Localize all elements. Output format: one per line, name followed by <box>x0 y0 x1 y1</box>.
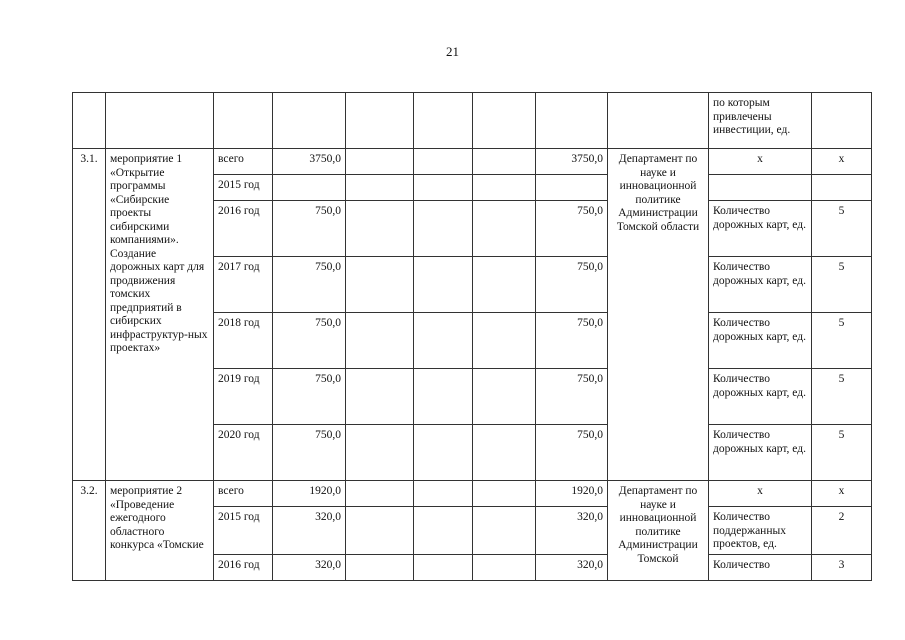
indicator-cell: Количество поддержанных проектов, ед. <box>709 507 812 555</box>
value-cell: х <box>812 149 872 175</box>
year-cell: 2017 год <box>214 257 273 313</box>
cell-empty <box>414 507 473 555</box>
total-cell: 750,0 <box>273 425 346 481</box>
value-cell: 3 <box>812 555 872 581</box>
cell-empty <box>473 555 536 581</box>
source-cell: 750,0 <box>536 257 608 313</box>
cell-empty <box>414 201 473 257</box>
total-cell: 750,0 <box>273 369 346 425</box>
indicator-cell: х <box>709 149 812 175</box>
cell-empty <box>473 175 536 201</box>
cell-empty <box>414 149 473 175</box>
cell-empty <box>473 507 536 555</box>
section-title: мероприятие 2 «Проведение ежегодного областного конкурса «Томские <box>106 481 214 581</box>
total-cell: 750,0 <box>273 313 346 369</box>
section-number: 3.1. <box>73 149 106 481</box>
source-cell: 750,0 <box>536 425 608 481</box>
source-cell <box>536 175 608 201</box>
program-table <box>72 92 872 581</box>
total-cell: 750,0 <box>273 257 346 313</box>
source-cell: 750,0 <box>536 201 608 257</box>
cell-empty <box>473 149 536 175</box>
year-cell: 2020 год <box>214 425 273 481</box>
year-cell: всего <box>214 149 273 175</box>
cell-empty <box>536 93 608 149</box>
department-cell: Департамент по науке и инновационной политике Администрации Томской <box>608 481 709 581</box>
page-number: 21 <box>446 44 459 59</box>
cell-empty <box>273 93 346 149</box>
cell-empty <box>473 93 536 149</box>
cell-empty <box>346 201 414 257</box>
source-cell: 320,0 <box>536 555 608 581</box>
cell-empty <box>414 369 473 425</box>
table-row-continuation <box>73 93 872 149</box>
cell-empty <box>346 507 414 555</box>
indicator-cell: Количество дорожных карт, ед. <box>709 313 812 369</box>
indicator-cell: х <box>709 481 812 507</box>
indicator-cell <box>709 175 812 201</box>
value-cell: х <box>812 481 872 507</box>
cell-empty <box>346 149 414 175</box>
cell-empty <box>414 313 473 369</box>
source-cell: 1920,0 <box>536 481 608 507</box>
source-cell: 3750,0 <box>536 149 608 175</box>
section-title: мероприятие 1 «Открытие программы «Сибирские проекты сибирскими компаниями». Создание дорожных карт для продвижения томских предприятий в сибирских инфраструктур-ных проектах» <box>106 149 214 481</box>
total-cell: 3750,0 <box>273 149 346 175</box>
cell-empty <box>214 93 273 149</box>
cell-empty <box>473 257 536 313</box>
cell-empty <box>414 481 473 507</box>
cell-empty <box>346 425 414 481</box>
total-cell: 1920,0 <box>273 481 346 507</box>
table-row <box>73 481 872 507</box>
indicator-cell: Количество дорожных карт, ед. <box>709 425 812 481</box>
cell-empty <box>346 313 414 369</box>
cell-empty <box>473 313 536 369</box>
cell-empty <box>346 93 414 149</box>
source-cell: 750,0 <box>536 369 608 425</box>
cell-empty <box>346 175 414 201</box>
year-cell: 2015 год <box>214 175 273 201</box>
year-cell: 2015 год <box>214 507 273 555</box>
total-cell: 320,0 <box>273 507 346 555</box>
year-cell: 2016 год <box>214 555 273 581</box>
value-cell: 5 <box>812 201 872 257</box>
year-cell: 2018 год <box>214 313 273 369</box>
cell-empty <box>73 93 106 149</box>
cell-empty <box>414 257 473 313</box>
department-cell: Департамент по науке и инновационной политике Администрации Томской области <box>608 149 709 481</box>
year-cell: 2019 год <box>214 369 273 425</box>
indicator-cell: Количество дорожных карт, ед. <box>709 257 812 313</box>
value-cell: 5 <box>812 425 872 481</box>
source-cell: 750,0 <box>536 313 608 369</box>
cell-empty <box>414 555 473 581</box>
indicator-cell: Количество <box>709 555 812 581</box>
cell-empty <box>812 93 872 149</box>
cell-empty <box>346 555 414 581</box>
indicator-cell: Количество дорожных карт, ед. <box>709 369 812 425</box>
value-cell: 5 <box>812 257 872 313</box>
cell-empty <box>473 481 536 507</box>
year-cell: всего <box>214 481 273 507</box>
total-cell: 320,0 <box>273 555 346 581</box>
cell-empty <box>346 257 414 313</box>
cell-empty <box>346 369 414 425</box>
cell-empty <box>473 201 536 257</box>
year-cell: 2016 год <box>214 201 273 257</box>
cell-empty <box>106 93 214 149</box>
cell-empty <box>473 425 536 481</box>
indicator-continuation: по которым привлечены инвестиции, ед. <box>709 93 812 149</box>
cell-empty <box>414 93 473 149</box>
cell-empty <box>473 369 536 425</box>
indicator-cell: Количество дорожных карт, ед. <box>709 201 812 257</box>
table-row <box>73 149 872 175</box>
source-cell: 320,0 <box>536 507 608 555</box>
value-cell <box>812 175 872 201</box>
cell-empty <box>414 425 473 481</box>
value-cell: 5 <box>812 369 872 425</box>
cell-empty <box>414 175 473 201</box>
cell-empty <box>346 481 414 507</box>
value-cell: 2 <box>812 507 872 555</box>
section-number: 3.2. <box>73 481 106 581</box>
value-cell: 5 <box>812 313 872 369</box>
total-cell: 750,0 <box>273 201 346 257</box>
total-cell <box>273 175 346 201</box>
cell-empty <box>608 93 709 149</box>
